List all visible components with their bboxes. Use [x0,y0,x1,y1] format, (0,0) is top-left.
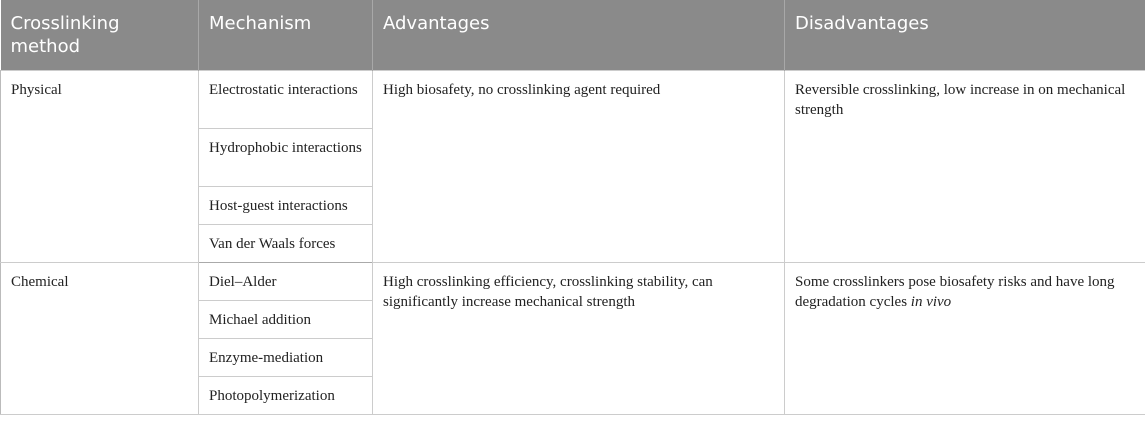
header-advantages: Advantages [373,0,785,71]
mechanism-cell: Michael addition [199,301,373,339]
mechanism-cell: Host-guest interactions [199,187,373,225]
mechanism-cell: Hydrophobic interactions [199,129,373,187]
advantages-physical: High biosafety, no crosslinking agent required [373,71,785,263]
mechanism-cell: Enzyme-mediation [199,339,373,377]
disadvantages-chemical-text: Some crosslinkers pose biosafety risks and have long degradation cycles [795,274,1115,310]
header-disadvantages: Disadvantages [785,0,1145,71]
mechanism-cell: Van der Waals forces [199,225,373,263]
method-chemical: Chemical [1,263,199,415]
mechanism-cell: Diel–Alder [199,263,373,301]
mechanism-cell: Photopolymerization [199,377,373,415]
method-physical: Physical [1,71,199,263]
disadvantages-chemical [785,263,1145,415]
advantages-chemical: High crosslinking efficiency, crosslinking stability, can significantly increase mechanical strength [373,263,785,415]
mechanism-cell: Electrostatic interactions [199,71,373,129]
table-row [1,71,1145,129]
header-crosslinking-method: Crosslinking method [1,0,199,71]
header-row [1,0,1145,71]
disadvantages-physical: Reversible crosslinking, low increase in on mechanical strength [785,71,1145,263]
table-row [1,263,1145,301]
header-mechanism: Mechanism [199,0,373,71]
disadvantages-chemical-italic: in vivo [910,294,952,310]
